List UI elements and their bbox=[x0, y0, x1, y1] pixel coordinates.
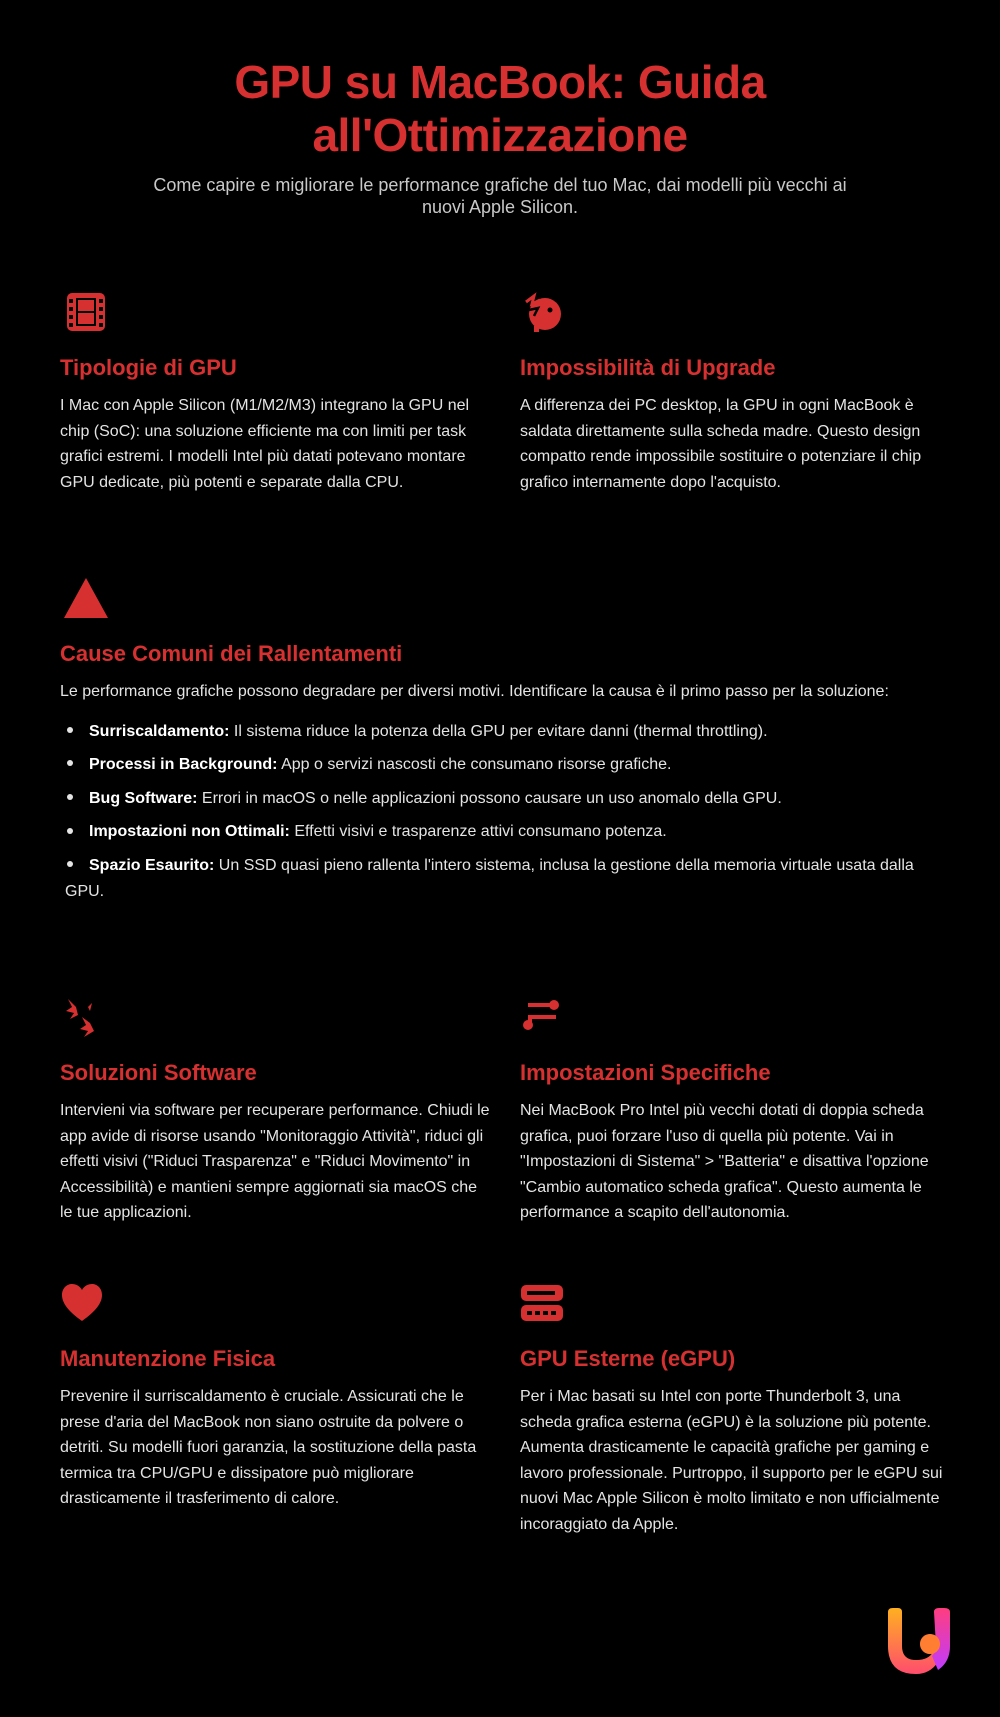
card-title: Manutenzione Fisica bbox=[60, 1346, 276, 1371]
page-subtitle: Come capire e migliorare le performance grafiche del tuo Mac, dai modelli più vecchi ai nuovi Apple Silicon. bbox=[153, 175, 847, 217]
broken-piggy-icon bbox=[520, 290, 564, 334]
card-impostazioni-specifiche bbox=[520, 995, 950, 1226]
brand-u-logo-icon bbox=[884, 1606, 954, 1676]
card-soluzioni-software bbox=[60, 995, 490, 1226]
card-intro: Le performance grafiche possono degradare per diversi motivi. Identificare la causa è il primo passo per la soluzione: bbox=[60, 683, 889, 700]
warning-triangle-icon bbox=[60, 576, 108, 620]
heart-icon bbox=[60, 1281, 104, 1325]
card-title: GPU Esterne (eGPU) bbox=[520, 1346, 736, 1371]
card-text: Per i Mac basati su Intel con porte Thunderbolt 3, una scheda grafica esterna (eGPU) è la soluzione più potente. Aumenta drasticamente le capacità grafiche per gaming e lavoro professionale. Purtroppo, il supporto per le eGPU sui nuovi Mac Apple Silicon è molto limitato e non ufficialmente incoraggiato da Apple. bbox=[520, 1388, 943, 1533]
card-manutenzione-fisica bbox=[60, 1281, 490, 1512]
list-item: Bug Software: Errori in macOS o nelle applicazioni possono causare un uso anomalo della GPU. bbox=[65, 786, 940, 812]
list-item: Surriscaldamento: Il sistema riduce la potenza della GPU per evitare danni (thermal throttling). bbox=[65, 719, 940, 745]
card-title: Soluzioni Software bbox=[60, 1060, 257, 1085]
card-text: A differenza dei PC desktop, la GPU in ogni MacBook è saldata direttamente sulla scheda madre. Questo design compatto rende impossibile sostituire o potenziare il chip grafico internamente dopo l'acquisto. bbox=[520, 397, 922, 491]
card-gpu-esterne bbox=[520, 1281, 950, 1538]
card-title: Cause Comuni dei Rallentamenti bbox=[60, 641, 403, 666]
film-chip-icon bbox=[64, 290, 108, 334]
page-header bbox=[0, 0, 1000, 218]
switch-route-icon bbox=[520, 995, 564, 1039]
card-cause-rallentamenti bbox=[60, 576, 940, 912]
card-tipologie-gpu bbox=[60, 290, 490, 495]
card-title: Impossibilità di Upgrade bbox=[520, 355, 776, 380]
card-title: Tipologie di GPU bbox=[60, 355, 237, 380]
card-text: Prevenire il surriscaldamento è cruciale. Assicurati che le prese d'aria del MacBook non siano ostruite da polvere o detriti. Su modelli fuori garanzia, la sostituzione della pasta termica tra CPU/GPU e dissipatore può migliorare drasticamente il trasferimento di calore. bbox=[60, 1388, 477, 1508]
list-item: Spazio Esaurito: Un SSD quasi pieno rallenta l'intero sistema, inclusa la gestione della memoria virtuale usata dalla GPU. bbox=[65, 853, 940, 904]
card-text: I Mac con Apple Silicon (M1/M2/M3) integrano la GPU nel chip (SoC): una soluzione efficiente ma con limiti per task grafici estremi. I modelli Intel più datati potevano montare GPU dedicate, più potenti e separate dalla CPU. bbox=[60, 397, 470, 491]
list-item: Impostazioni non Ottimali: Effetti visivi e trasparenze attivi consumano potenza. bbox=[65, 819, 940, 845]
sparkle-tools-icon bbox=[60, 995, 104, 1039]
card-text: Nei MacBook Pro Intel più vecchi dotati di doppia scheda grafica, puoi forzare l'uso di quella più potente. Vai in "Impostazioni di Sistema" > "Batteria" e disattiva l'opzione "Cambio automatico scheda grafica". Questo aumenta le performance a scapito dell'autonomia. bbox=[520, 1102, 929, 1222]
list-item: Processi in Background: App o servizi nascosti che consumano risorse grafiche. bbox=[65, 752, 940, 778]
cause-list bbox=[60, 719, 940, 905]
page-title: GPU su MacBook: Guida all'Ottimizzazione bbox=[234, 56, 766, 161]
server-rack-icon bbox=[520, 1281, 564, 1325]
card-text: Intervieni via software per recuperare performance. Chiudi le app avide di risorse usando "Monitoraggio Attività", riduci gli effetti visivi ("Riduci Trasparenza" e "Riduci Movimento" in Accessibilità) e mantieni sempre aggiornati sia macOS che le tue applicazioni. bbox=[60, 1102, 490, 1222]
card-title: Impostazioni Specifiche bbox=[520, 1060, 771, 1085]
card-upgrade bbox=[520, 290, 950, 495]
